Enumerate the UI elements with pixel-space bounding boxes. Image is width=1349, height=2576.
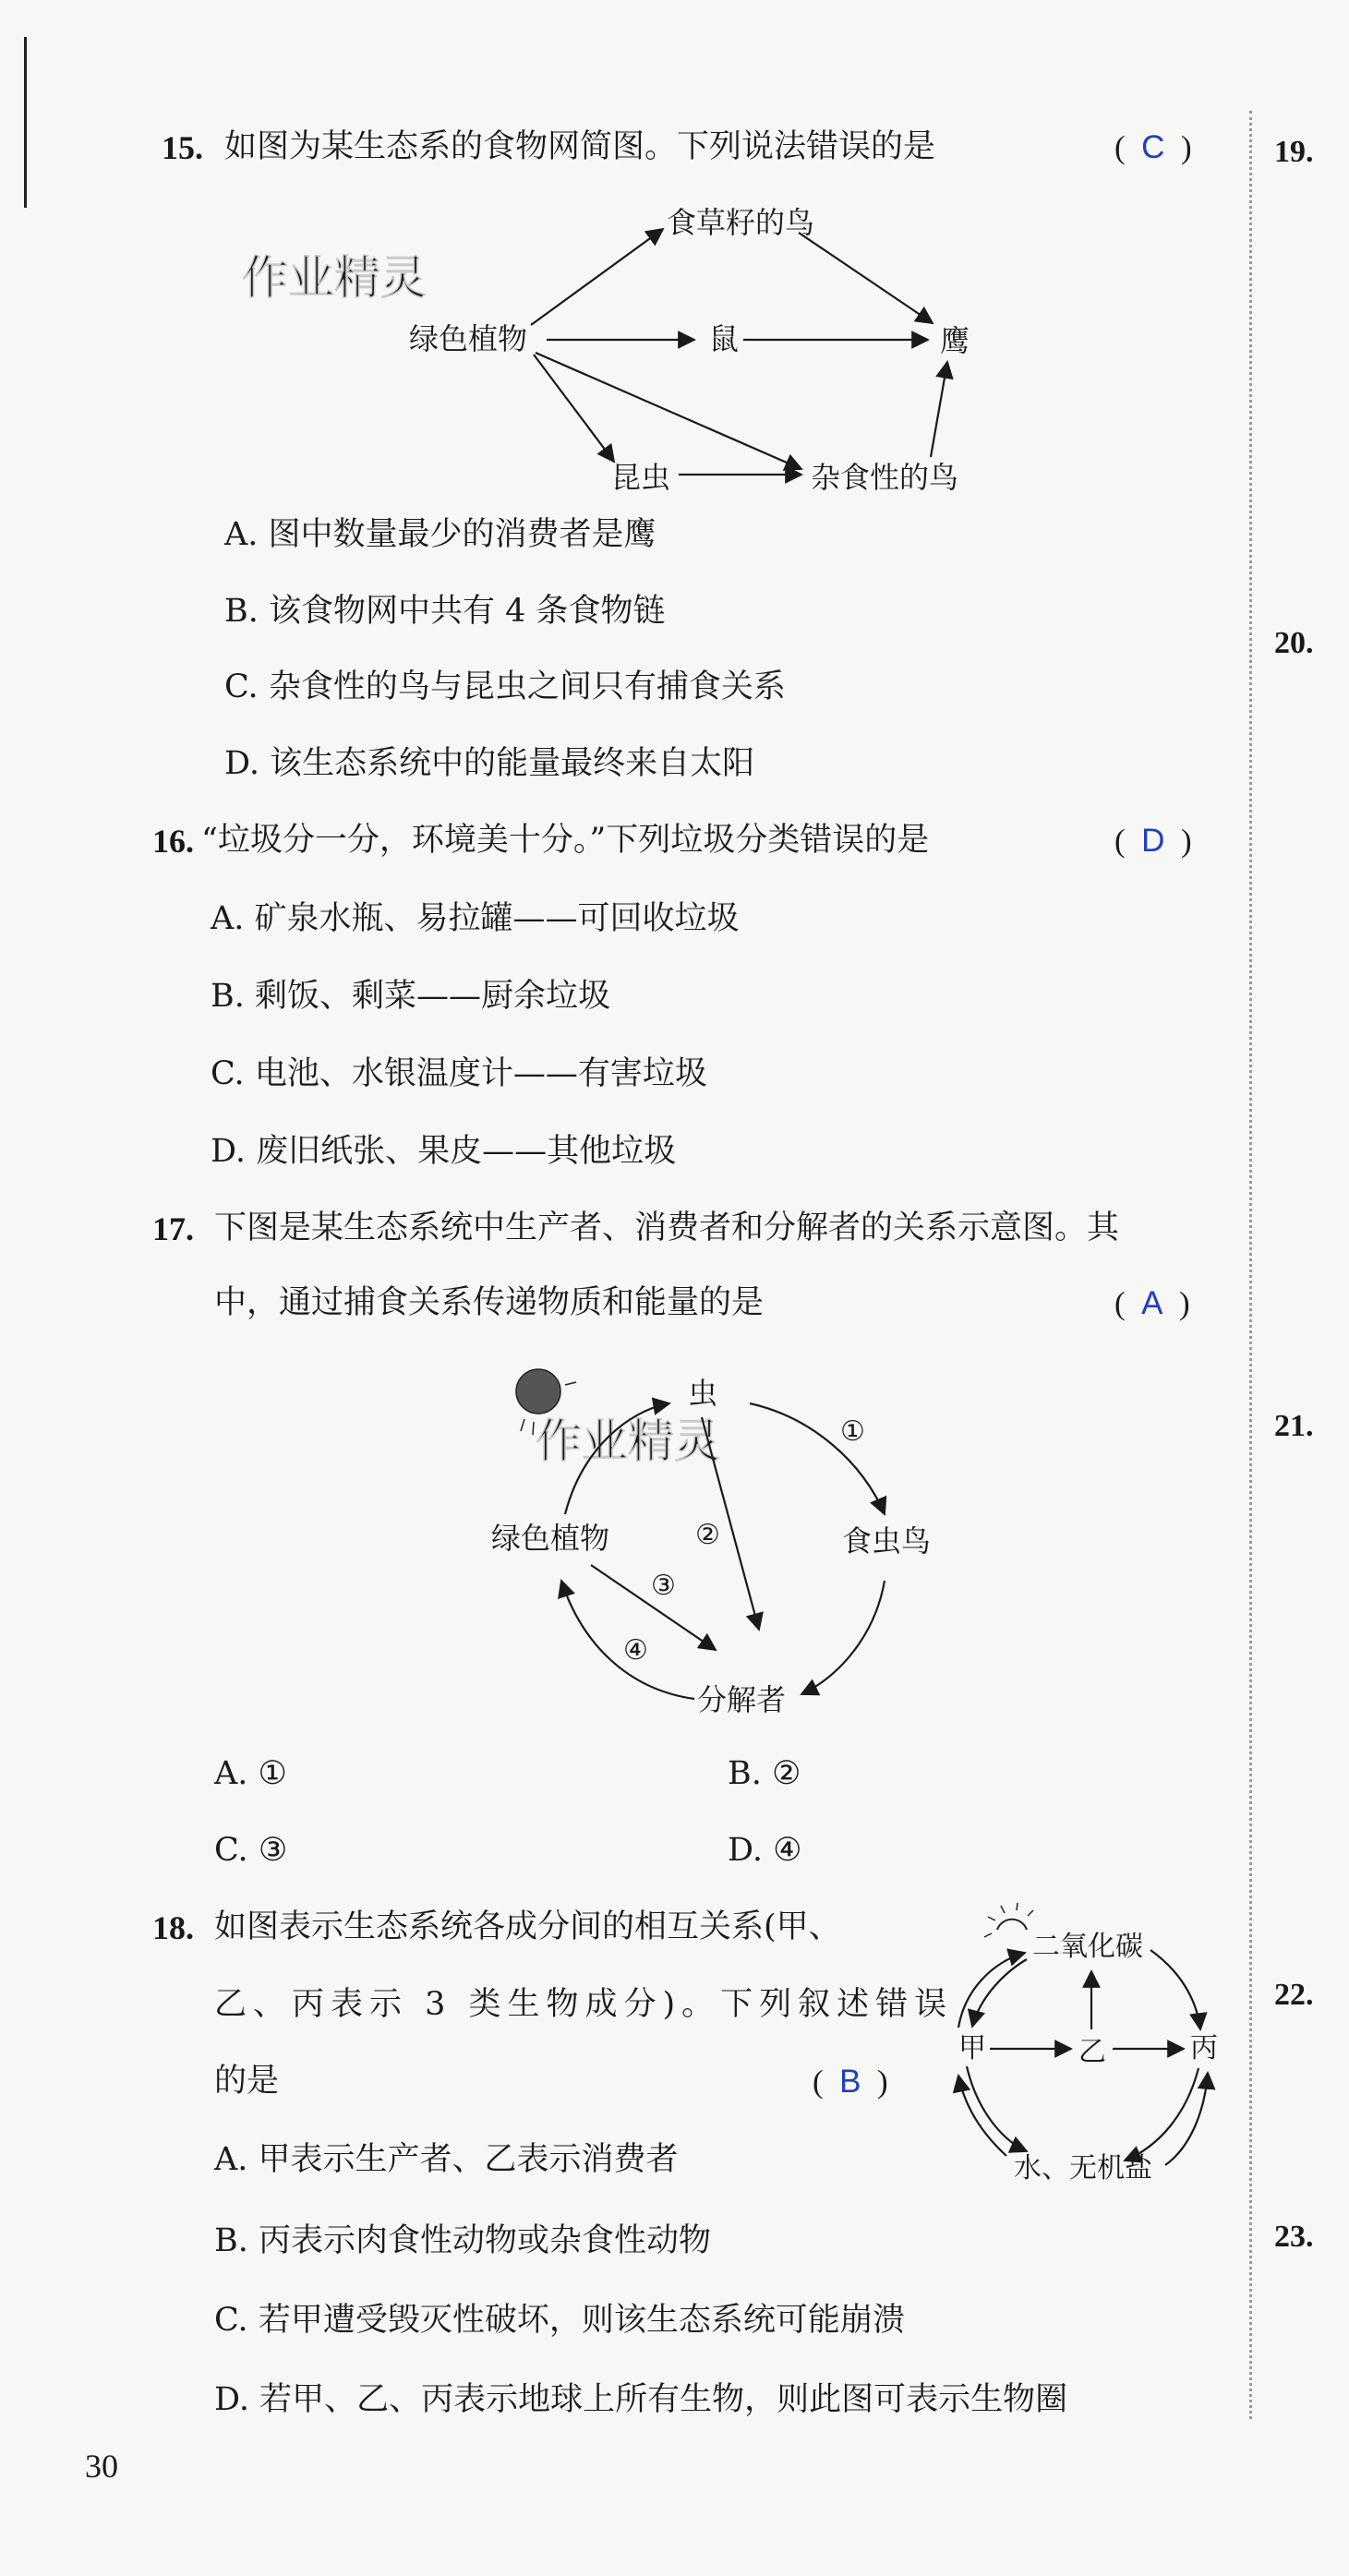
arrow xyxy=(972,1959,1027,2027)
q18-stem-line3: 的是 xyxy=(214,2063,280,2100)
page-number: 30 xyxy=(85,2448,118,2485)
q15-answer: C xyxy=(1141,129,1165,165)
node-co2: 二氧化碳 xyxy=(1032,1931,1143,1963)
side-question-number: 21. xyxy=(1274,1409,1314,1443)
arrow xyxy=(1125,2068,1198,2161)
node-rat: 鼠 xyxy=(709,321,740,356)
node-green-plants: 绿色植物 xyxy=(409,321,528,356)
q17-number: 17. xyxy=(152,1210,194,1247)
node-insect: 虫 xyxy=(688,1376,718,1411)
arrow-insect-to-decomposer xyxy=(702,1417,759,1630)
q18-option-b: B. 丙表示肉食性动物或杂食性动物 xyxy=(214,2222,712,2259)
q16-option-c: C. 电池、水银温度计——有害垃圾 xyxy=(211,1055,707,1092)
node-jia: 甲 xyxy=(958,2032,986,2064)
node-omni-bird: 杂食性的鸟 xyxy=(811,460,959,495)
q18-stem-line2: 乙、丙表示 3 类生物成分)。下列叙述错误 xyxy=(214,1986,954,2023)
q17-option-c: C. ③ xyxy=(214,1832,288,1869)
node-bing: 丙 xyxy=(1190,2032,1218,2064)
side-question-number: 22. xyxy=(1274,1978,1314,2012)
side-question-number: 23. xyxy=(1274,2220,1314,2254)
node-hawk: 鹰 xyxy=(940,323,970,358)
arrow xyxy=(958,2076,1006,2156)
q16-answer: D xyxy=(1141,823,1165,859)
q17-option-a: A. ① xyxy=(214,1755,287,1792)
side-question-number: 19. xyxy=(1274,135,1314,169)
q15-stem: 如图为某生态系的食物网简图。下列说法错误的是 xyxy=(224,128,936,165)
arrow-insect-to-bird xyxy=(750,1403,885,1514)
node-water-salts: 水、无机盐 xyxy=(1014,2152,1152,2185)
binding-line xyxy=(24,37,27,208)
node-yi: 乙 xyxy=(1078,2036,1106,2068)
arrow-bird-to-decomposer xyxy=(801,1581,885,1694)
column-divider xyxy=(1249,111,1252,2419)
watermark: 作业精灵 xyxy=(536,1414,720,1468)
q18-stem-line1: 如图表示生态系统各成分间的相互关系(甲、 xyxy=(214,1908,841,1945)
q17-cycle-diagram xyxy=(491,1369,931,1717)
q18-answer-paren: ( B ) xyxy=(813,2064,888,2100)
node-insect-bird: 食虫鸟 xyxy=(842,1523,932,1559)
arrow-1-producer-to-insect xyxy=(565,1403,669,1514)
sun-rays xyxy=(521,1382,576,1435)
q16-option-a: A. 矿泉水瓶、易拉罐——可回收垃圾 xyxy=(211,900,740,937)
q17-stem-line2: 中，通过捕食关系传递物质和能量的是 xyxy=(214,1284,765,1321)
q17-stem-line1: 下图是某生态系统中生产者、消费者和分解者的关系示意图。其 xyxy=(214,1210,1120,1246)
arrow xyxy=(1165,2073,1208,2165)
q16-option-d: D. 废旧纸张、果皮——其他垃圾 xyxy=(211,1133,677,1170)
q16-stem: “垃圾分一分，环境美十分。”下列垃圾分类错误的是 xyxy=(201,822,930,859)
q15-option-a: A. 图中数量最少的消费者是鹰 xyxy=(224,516,656,553)
arrow-label-4: ④ xyxy=(623,1634,648,1667)
q15-option-b: B. 该食物网中共有 4 条食物链 xyxy=(224,593,666,630)
arrow xyxy=(967,2066,1027,2151)
q18-relation-diagram xyxy=(958,1903,1218,2185)
q17-option-d: D. ④ xyxy=(728,1832,802,1869)
arrow-plant-to-decomposer xyxy=(591,1565,716,1650)
q18-option-d: D. 若甲、乙、丙表示地球上所有生物，则此图可表示生物圈 xyxy=(214,2381,1068,2418)
arrow xyxy=(958,1953,1025,2028)
node-green-plants: 绿色植物 xyxy=(491,1521,610,1556)
node-seed-bird: 食草籽的鸟 xyxy=(667,205,815,240)
arrow xyxy=(531,229,663,325)
arrow xyxy=(931,362,947,457)
arrow xyxy=(1150,1950,1200,2029)
q18-option-a: A. 甲表示生产者、乙表示消费者 xyxy=(214,2141,679,2178)
q17-option-b: B. ② xyxy=(728,1755,801,1792)
arrow xyxy=(799,233,933,323)
sun-rays xyxy=(984,1903,1033,1937)
sun-icon xyxy=(997,1920,1027,1930)
node-insect: 昆虫 xyxy=(611,460,671,495)
q16-option-b: B. 剩饭、剩菜——厨余垃圾 xyxy=(211,978,611,1015)
q16-answer-paren: ( D ) xyxy=(1114,823,1192,859)
q18-number: 18. xyxy=(152,1909,194,1946)
q15-option-d: D. 该生态系统中的能量最终来自太阳 xyxy=(224,745,755,782)
arrow xyxy=(534,355,614,462)
q18-answer: B xyxy=(839,2064,861,2100)
side-question-number: 20. xyxy=(1274,626,1314,660)
arrow-decomposer-to-plant xyxy=(561,1581,694,1699)
watermark: 作业精灵 xyxy=(242,251,427,305)
q17-answer-paren: ( A ) xyxy=(1114,1285,1190,1321)
arrow xyxy=(536,353,801,469)
q15-food-web-diagram xyxy=(242,205,970,495)
arrow-label-1: ① xyxy=(840,1415,865,1448)
q18-option-c: C. 若甲遭受毁灭性破坏，则该生态系统可能崩溃 xyxy=(214,2302,905,2339)
node-decomposer: 分解者 xyxy=(697,1682,787,1717)
q15-number: 15. xyxy=(162,129,203,166)
q15-answer-paren: ( C ) xyxy=(1114,129,1192,165)
q16-number: 16. xyxy=(152,823,194,860)
q15-option-c: C. 杂食性的鸟与昆虫之间只有捕食关系 xyxy=(224,668,786,705)
q17-answer: A xyxy=(1141,1285,1163,1321)
sun-icon xyxy=(516,1369,560,1414)
arrow-label-2: ② xyxy=(695,1519,720,1551)
arrow-label-3: ③ xyxy=(651,1570,676,1602)
